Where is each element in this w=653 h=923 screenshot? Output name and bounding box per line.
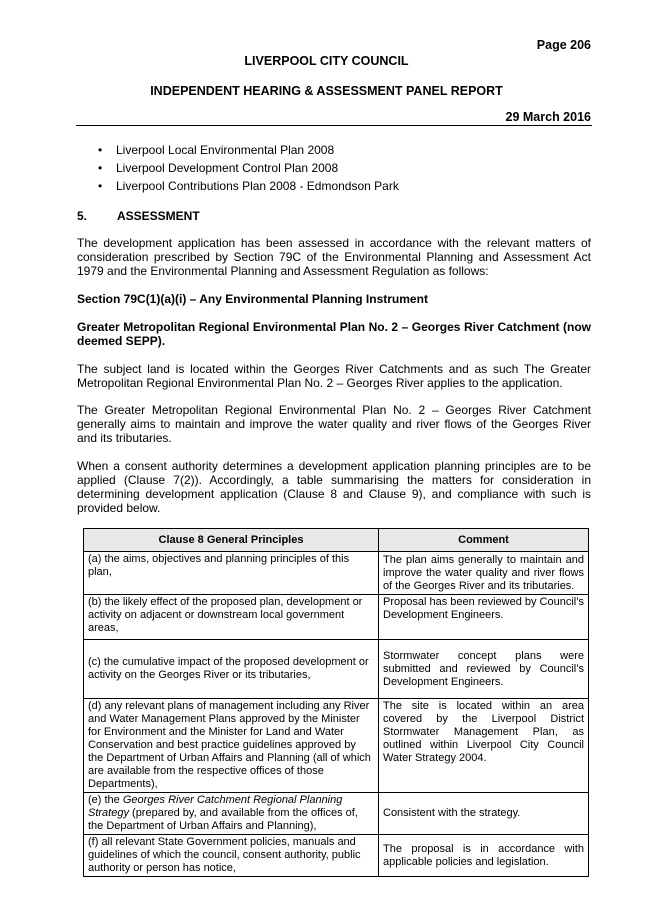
section-number: 5. [77, 209, 88, 223]
principle-suffix: (prepared by, and available from the offices of, the Department of Urban Affairs and Planning), [88, 807, 358, 832]
intro-paragraph: The development application has been assessed in accordance with the relevant matters of consideration prescribed by Section 79C of the Environmental Planning and Assessment Act 1979 and the Environmental Planning and Assessment Regulation as follows: [77, 236, 591, 278]
principle-cell [84, 793, 379, 835]
council-name: LIVERPOOL CITY COUNCIL [244, 54, 409, 68]
report-date: 29 March 2016 [505, 110, 591, 124]
comment-cell: The site is located within an area covered by the Liverpool District Stormwater Management Plan, as outlined within Liverpool City Council Water Strategy 2004. [379, 699, 589, 793]
table-row [84, 699, 589, 793]
principle-cell: (f) all relevant State Government policies, manuals and guidelines of which the council, consent authority, public authority or person has notice, [84, 835, 379, 877]
table-row [84, 595, 589, 640]
section-title: ASSESSMENT [117, 209, 200, 223]
table-row [84, 793, 589, 835]
principle-cell: (c) the cumulative impact of the proposed development or activity on the Georges River or its tributaries, [84, 640, 379, 699]
list-item: • Liverpool Contributions Plan 2008 - Edmondson Park [96, 177, 399, 195]
plan-list [96, 141, 399, 195]
clause-8-table [83, 528, 589, 877]
table-row [84, 835, 589, 877]
page-number: Page 206 [536, 38, 591, 52]
comment-cell: Stormwater concept plans were submitted and reviewed by Council’s Development Engineers. [379, 640, 589, 699]
paragraph-plan-aims: The Greater Metropolitan Regional Environmental Plan No. 2 – Georges River Catchment generally aims to maintain and improve the water quality and river flows of the Georges River and its tributaries. [77, 403, 591, 445]
table-header-row [84, 529, 589, 552]
principle-cell: (b) the likely effect of the proposed plan, development or activity on adjacent or downstream local government areas, [84, 595, 379, 640]
principle-prefix: (e) the [88, 794, 123, 806]
column-header-principles: Clause 8 General Principles [84, 529, 379, 552]
report-title: INDEPENDENT HEARING & ASSESSMENT PANEL REPORT [150, 84, 503, 98]
principle-cell: (d) any relevant plans of management including any River and Water Management Plans approved by the Minister for Environment and the Minister for Land and Water Conservation and best practice guidelines approved by the Department of Urban Affairs and Planning (all of which are available from the respective offices of those Departments), [84, 699, 379, 793]
table-row [84, 552, 589, 595]
principle-cell: (a) the aims, objectives and planning principles of this plan, [84, 552, 379, 595]
header-rule [76, 125, 592, 126]
comment-cell: Consistent with the strategy. [379, 793, 589, 835]
subheading-grep: Greater Metropolitan Regional Environmental Plan No. 2 – Georges River Catchment (now deemed SEPP). [77, 320, 591, 348]
column-header-comment: Comment [379, 529, 589, 552]
table-row [84, 640, 589, 699]
comment-cell: Proposal has been reviewed by Council’s Development Engineers. [379, 595, 589, 640]
comment-cell: The proposal is in accordance with applicable policies and legislation. [379, 835, 589, 877]
list-item: • Liverpool Development Control Plan 2008 [96, 159, 399, 177]
list-item: • Liverpool Local Environmental Plan 2008 [96, 141, 399, 159]
subheading-79c: Section 79C(1)(a)(i) – Any Environmental Planning Instrument [77, 292, 428, 306]
comment-cell: The plan aims generally to maintain and improve the water quality and river flows of the Georges River and its tributaries. [379, 552, 589, 595]
strategy-title: Georges River Catchment Regional Planning Strategy [88, 794, 343, 819]
paragraph-consent-authority: When a consent authority determines a development application planning principles are to be applied (Clause 7(2)). Accordingly, a table summarising the matters for consideration in determining development application (Clause 8 and Clause 9), and compliance with such is provided below. [77, 459, 591, 515]
paragraph-subject-land: The subject land is located within the Georges River Catchments and as such The Greater Metropolitan Regional Environmental Plan No. 2 – Georges River applies to the application. [77, 362, 591, 390]
